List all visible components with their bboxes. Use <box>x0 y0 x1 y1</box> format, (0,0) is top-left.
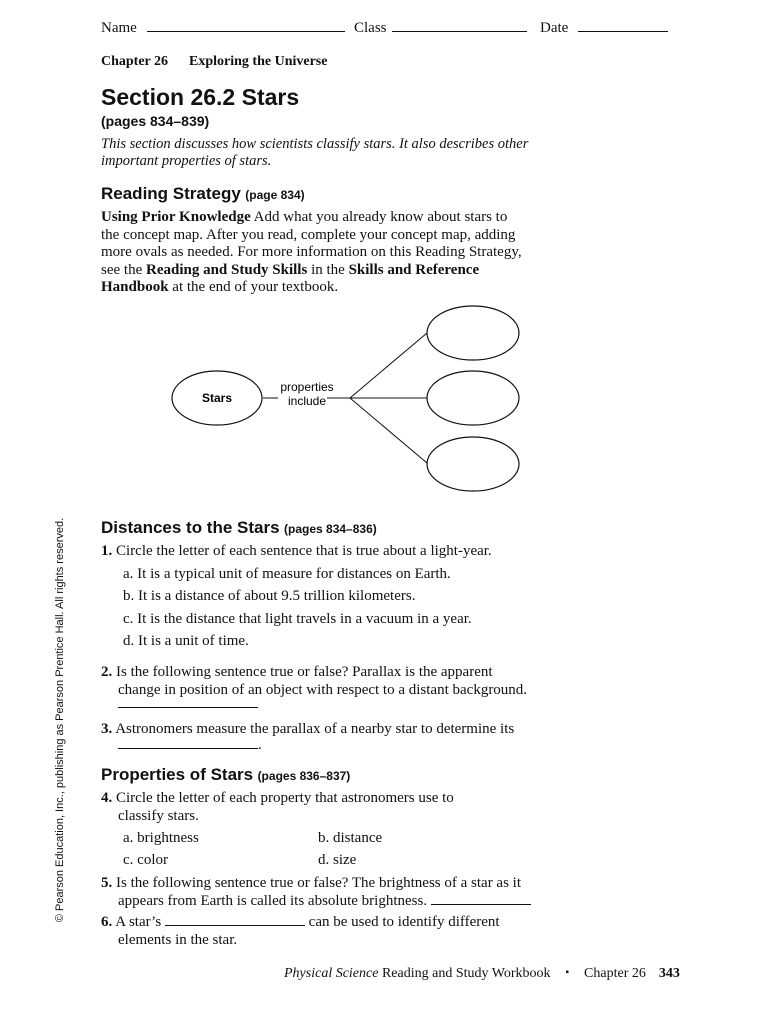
stars-label: Stars <box>201 391 233 405</box>
intro-line-1: This section discusses how scientists classify stars. It also describes other <box>101 136 529 152</box>
strategy-line-5b: at the end of your textbook. <box>168 279 339 295</box>
distances-title: Distances to the Stars <box>101 518 280 537</box>
question-6 <box>101 914 500 949</box>
properties-pages: (pages 836–837) <box>257 769 351 783</box>
reading-strategy-pages: (page 834) <box>245 188 305 202</box>
q1-option-d[interactable]: d. It is a unit of time. <box>123 633 249 649</box>
strategy-line-3: more ovals as needed. For more information on this Reading Strategy, <box>101 244 522 260</box>
section-pages: (pages 834–839) <box>101 113 210 129</box>
link-label-2: include <box>287 394 327 408</box>
footer-page-number: 343 <box>658 966 680 981</box>
q5-line-1: Is the following sentence true or false? The brightness of a star as it <box>116 875 522 891</box>
chapter-line <box>101 54 327 70</box>
distances-heading <box>101 518 377 538</box>
chapter-title: Exploring the Universe <box>189 54 328 69</box>
strategy-line-5a: Handbook <box>101 279 169 295</box>
footer-chapter: Chapter 26 <box>584 966 646 981</box>
strategy-line-1: Add what you already know about stars to <box>250 209 508 225</box>
answer-oval-3[interactable] <box>427 437 519 491</box>
branch-top <box>350 333 427 398</box>
question-2 <box>101 664 527 699</box>
q3-line-1: Astronomers measure the parallax of a nearby star to determine its <box>115 721 515 737</box>
question-4 <box>101 790 454 825</box>
q6-number: 6. <box>101 914 113 930</box>
intro-line-2: important properties of stars. <box>101 153 272 169</box>
question-1 <box>101 543 492 561</box>
q1-number: 1. <box>101 543 113 559</box>
q3-answer-blank[interactable] <box>118 748 258 749</box>
q4-line-1: Circle the letter of each property that astronomers use to <box>116 790 454 806</box>
strategy-line-2: the concept map. After you read, complete your concept map, adding <box>101 226 516 243</box>
q2-line-2: change in position of an object with respect to a distant background. <box>118 681 528 698</box>
properties-title: Properties of Stars <box>101 765 254 784</box>
q4-number: 4. <box>101 790 113 806</box>
class-field <box>354 20 527 37</box>
q1-option-c[interactable]: c. It is the distance that light travels in a vacuum in a year. <box>123 611 472 627</box>
q1-option-a[interactable]: a. It is a typical unit of measure for distances on Earth. <box>123 566 451 582</box>
reading-strategy-heading <box>101 184 305 204</box>
link-label-1: properties <box>280 380 334 394</box>
footer-book-title: Physical Science <box>284 966 379 981</box>
q3-number: 3. <box>101 721 113 737</box>
q3-period: . <box>258 737 262 753</box>
concept-map <box>160 300 540 500</box>
q4-option-a[interactable]: a. brightness <box>123 830 199 846</box>
strategy-line-4a: see the <box>101 261 146 278</box>
branch-bottom <box>350 398 427 463</box>
q2-line-1: Is the following sentence true or false? Parallax is the apparent <box>116 664 493 680</box>
q5-number: 5. <box>101 875 113 891</box>
date-blank[interactable] <box>578 31 668 32</box>
footer <box>284 966 680 982</box>
q6-answer-blank[interactable] <box>165 925 305 926</box>
distances-pages: (pages 834–836) <box>284 522 377 536</box>
copyright-text: © Pearson Education, Inc., publishing as Pearson Prentice Hall. All rights reserved. <box>54 517 66 923</box>
name-field <box>101 20 345 37</box>
strategy-lead: Using Prior Knowledge <box>101 209 251 225</box>
name-blank[interactable] <box>147 31 345 32</box>
q5-line-2: appears from Earth is called its absolute brightness. <box>118 892 428 909</box>
footer-book-rest: Reading and Study Workbook <box>378 966 551 981</box>
q5-answer-blank[interactable] <box>431 904 531 905</box>
strategy-line-4c: in the <box>307 261 349 278</box>
q6-text-a: A star’s <box>115 914 162 930</box>
q4-option-c[interactable]: c. color <box>123 852 168 868</box>
q4-line-2: classify stars. <box>118 807 199 824</box>
chapter-label: Chapter 26 <box>101 54 169 69</box>
strategy-line-4d: Skills and Reference <box>348 261 480 278</box>
q6-line-2: elements in the star. <box>118 931 238 948</box>
q1-option-b[interactable]: b. It is a distance of about 9.5 trillion kilometers. <box>123 588 416 604</box>
question-5 <box>101 875 531 910</box>
reading-strategy-text <box>101 209 571 297</box>
answer-oval-2[interactable] <box>427 371 519 425</box>
strategy-line-4b: Reading and Study Skills <box>145 261 308 278</box>
q2-answer-blank[interactable] <box>118 707 258 708</box>
q2-number: 2. <box>101 664 113 680</box>
properties-heading <box>101 765 350 785</box>
answer-oval-1[interactable] <box>427 306 519 360</box>
date-field <box>540 20 668 37</box>
section-intro <box>101 136 528 170</box>
q6-text-b: can be used to identify different <box>308 914 500 930</box>
question-3 <box>101 721 514 739</box>
class-label: Class <box>354 20 387 36</box>
q1-text: Circle the letter of each sentence that is true about a light-year. <box>116 543 492 559</box>
date-label: Date <box>540 20 569 36</box>
footer-bullet: ▪ <box>565 967 570 978</box>
q4-option-d[interactable]: d. size <box>318 852 357 868</box>
class-blank[interactable] <box>392 31 527 32</box>
q4-option-b[interactable]: b. distance <box>318 830 383 846</box>
q3-answer <box>118 737 262 755</box>
section-title: Section 26.2 Stars <box>101 84 300 110</box>
reading-strategy-title: Reading Strategy <box>101 184 241 203</box>
name-label: Name <box>101 20 137 36</box>
